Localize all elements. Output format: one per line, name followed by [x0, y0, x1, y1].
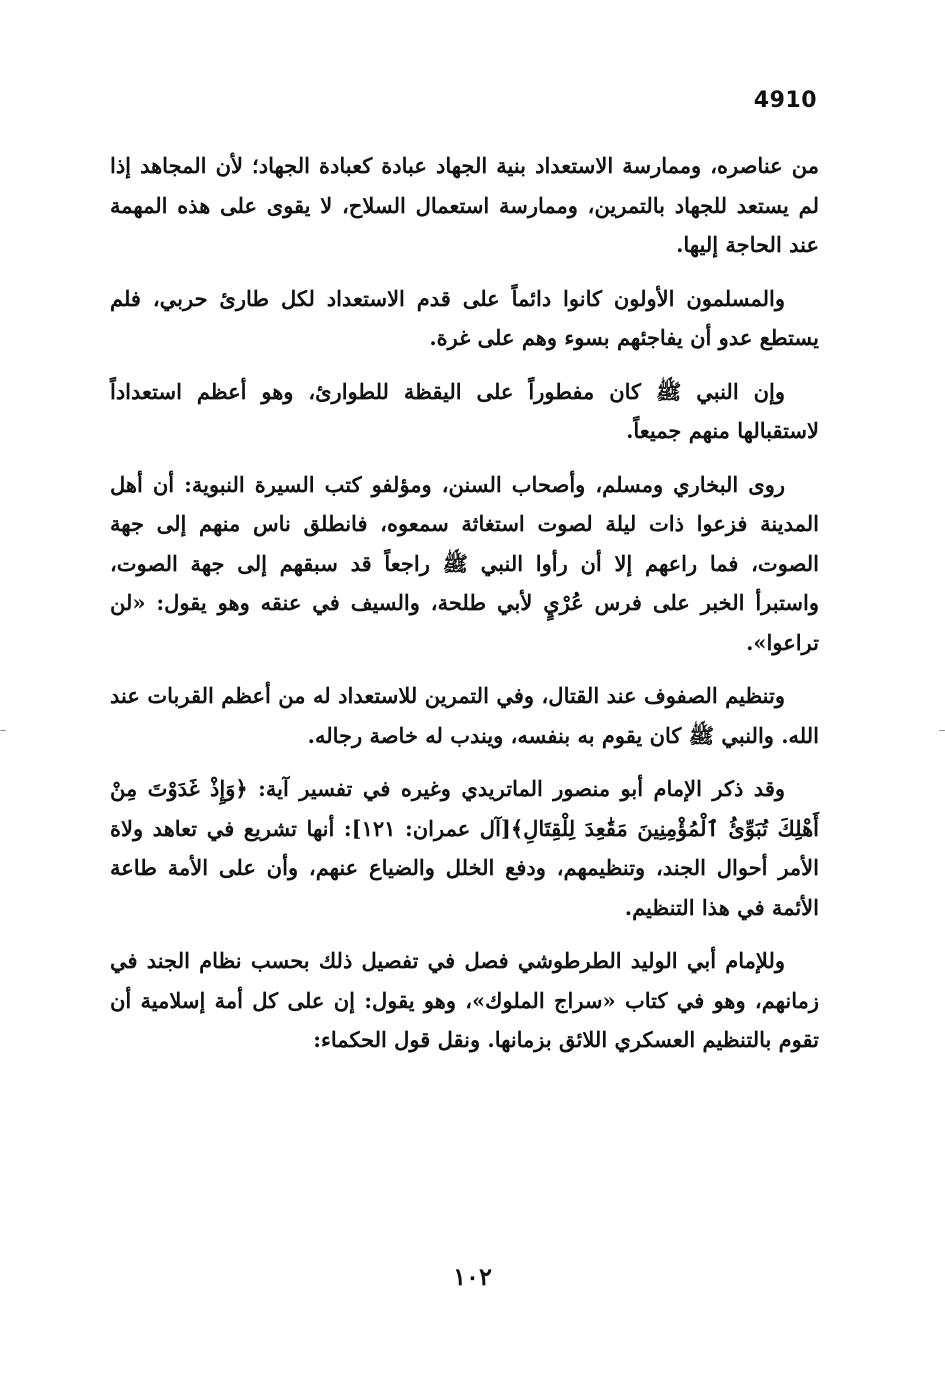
- page-id-label: 4910: [753, 88, 817, 113]
- paragraph: وقد ذكر الإمام أبو منصور الماتريدي وغيره في تفسير آية: ﴿وَإِذْ غَدَوْتَ مِنْ أَهْلِكَ تُبَوِّئُ ٱلْمُؤْمِنِينَ مَقَٰعِدَ لِلْقِتَالِ﴾[آل عمران: ١٢١]: أنها تشريع في تعاهد ولاة الأمر أحوال الجند، وتنظيمهم، ودفع الخلل والضياع عنهم، وأن على الأمة طاعة الأئمة في هذا التنظيم.: [110, 776, 819, 920]
- paragraph: من عناصره، وممارسة الاستعداد بنية الجهاد عبادة كعبادة الجهاد؛ لأن المجاهد إذا لم يستعد للجهاد بالتمرين، وممارسة استعمال السلاح، لا يقوى على هذه المهمة عند الحاجة إليها.: [110, 153, 819, 257]
- page-number: ١٠٢: [453, 1262, 492, 1291]
- paragraph: روى البخاري ومسلم، وأصحاب السنن، ومؤلفو كتب السيرة النبوية: أن أهل المدينة فزعوا ذات ليلة لصوت استغاثة سمعوه، فانطلق ناس منهم إلى جهة الصوت، فما راعهم إلا أن رأوا النبي ﷺ راجعاً قد سبقهم إلى جهة الصوت، واستبرأ الخبر على فرس عُرْيٍ لأبي طلحة، والسيف في عنقه وهو يقول: «لن تراعوا».: [110, 471, 819, 655]
- paragraph: والمسلمون الأولون كانوا دائماً على قدم الاستعداد لكل طارئ حربي، فلم يستطع عدو أن يفاجئهم بسوء وهم على غرة.: [110, 285, 819, 350]
- paragraph: وإن النبي ﷺ كان مفطوراً على اليقظة للطوارئ، وهو أعظم استعداداً لاستقبالها منهم جميعاً.: [110, 378, 819, 443]
- margin-mark-left: [0, 730, 6, 731]
- body-text: [110, 146, 819, 1074]
- margin-mark-right: [939, 730, 945, 731]
- paragraph: وللإمام أبي الوليد الطرطوشي فصل في تفصيل ذلك بحسب نظام الجند في زمانهم، وهو في كتاب «سراج الملوك»، وهو يقول: إن على كل أمة إسلامية أن تقوم بالتنظيم العسكري اللائق بزمانها. ونقل قول الحكماء:: [110, 948, 819, 1052]
- paragraph: وتنظيم الصفوف عند القتال، وفي التمرين للاستعداد له من أعظم القربات عند الله. والنبي ﷺ كان يقوم به بنفسه، ويندب له خاصة رجاله.: [110, 683, 819, 748]
